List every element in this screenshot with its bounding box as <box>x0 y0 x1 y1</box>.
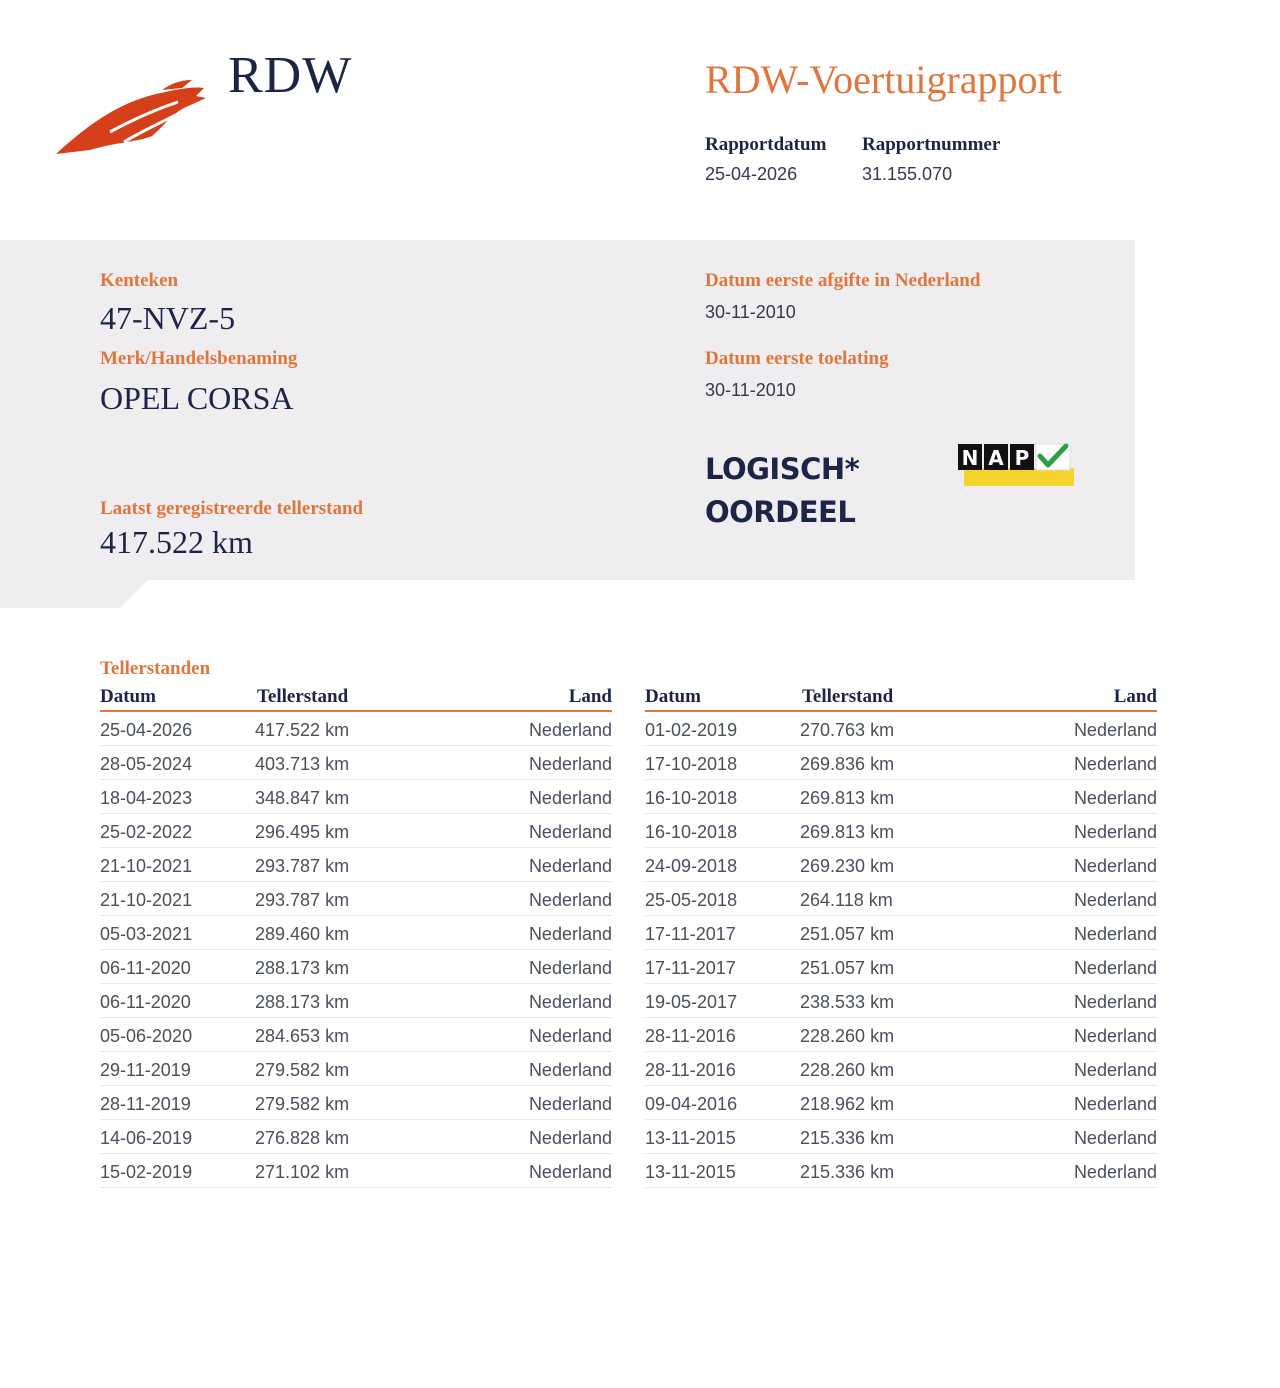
row-odometer: 269.813 km <box>800 822 895 842</box>
row-date: 25-05-2018 <box>645 890 738 910</box>
row-odometer: 296.495 km <box>255 822 350 842</box>
rdw-logo-icon <box>52 70 212 162</box>
table-row <box>645 882 1157 916</box>
row-date: 21-10-2021 <box>100 890 193 910</box>
row-date: 28-11-2016 <box>645 1026 736 1046</box>
row-odometer: 218.962 km <box>800 1094 895 1114</box>
make-label: Merk/Handelsbenaming <box>100 348 298 369</box>
row-odometer: 288.173 km <box>255 958 350 978</box>
row-date: 28-11-2016 <box>645 1060 736 1080</box>
row-date: 09-04-2016 <box>645 1094 738 1114</box>
row-country: Nederland <box>528 890 612 910</box>
row-country: Nederland <box>1073 890 1157 910</box>
first-admission-value: 30-11-2010 <box>705 380 796 400</box>
header-odometer: Tellerstand <box>257 686 349 707</box>
report-number-label: Rapportnummer <box>862 134 1001 155</box>
verdict-line-2: OORDEEL <box>705 495 856 529</box>
row-date: 16-10-2018 <box>645 822 738 842</box>
row-country: Nederland <box>528 720 612 740</box>
nap-badge-icon <box>958 440 1074 488</box>
readings-title: Tellerstanden <box>100 658 211 679</box>
row-date: 25-04-2026 <box>100 720 193 740</box>
table-row <box>645 746 1157 780</box>
nap-letter-p: P <box>1014 446 1030 470</box>
table-row <box>100 1018 612 1052</box>
row-odometer: 228.260 km <box>800 1060 895 1080</box>
plate-label: Kenteken <box>100 270 179 291</box>
table-row <box>645 1154 1157 1188</box>
row-country: Nederland <box>1073 1162 1157 1182</box>
table-row <box>645 916 1157 950</box>
verdict-line-1: LOGISCH* <box>705 452 860 486</box>
row-country: Nederland <box>528 754 612 774</box>
header-country: Land <box>1113 686 1157 707</box>
table-row <box>100 746 612 780</box>
table-row <box>100 882 612 916</box>
table-row <box>100 814 612 848</box>
header-date: Datum <box>645 686 701 707</box>
row-date: 01-02-2019 <box>645 720 738 740</box>
odometer-value: 417.522 km <box>100 524 253 560</box>
row-odometer: 251.057 km <box>800 924 895 944</box>
row-country: Nederland <box>1073 856 1157 876</box>
nap-letter-a: A <box>988 446 1004 470</box>
table-row <box>645 814 1157 848</box>
row-date: 17-11-2017 <box>645 958 736 978</box>
row-odometer: 403.713 km <box>255 754 350 774</box>
table-body <box>100 712 612 1188</box>
first-issue-nl-label: Datum eerste afgifte in Nederland <box>705 270 981 291</box>
row-odometer: 279.582 km <box>255 1060 350 1080</box>
row-date: 28-05-2024 <box>100 754 193 774</box>
row-country: Nederland <box>528 1060 612 1080</box>
table-row <box>100 916 612 950</box>
plate-value: 47-NVZ-5 <box>100 300 236 336</box>
row-odometer: 215.336 km <box>800 1162 895 1182</box>
brand-name: RDW <box>228 47 353 104</box>
report-number-value: 31.155.070 <box>862 164 953 184</box>
row-country: Nederland <box>1073 958 1157 978</box>
row-country: Nederland <box>528 958 612 978</box>
table-row <box>100 712 612 746</box>
table-row <box>100 848 612 882</box>
report-title: RDW-Voertuigrapport <box>705 57 1062 102</box>
row-country: Nederland <box>1073 924 1157 944</box>
row-odometer: 269.230 km <box>800 856 895 876</box>
row-country: Nederland <box>528 788 612 808</box>
row-odometer: 417.522 km <box>255 720 350 740</box>
report-date-value: 25-04-2026 <box>705 164 798 184</box>
row-odometer: 271.102 km <box>255 1162 350 1182</box>
row-date: 05-03-2021 <box>100 924 193 944</box>
row-country: Nederland <box>528 992 612 1012</box>
row-date: 15-02-2019 <box>100 1162 193 1182</box>
table-row <box>645 984 1157 1018</box>
report-date-label: Rapportdatum <box>705 134 827 155</box>
row-odometer: 276.828 km <box>255 1128 350 1148</box>
row-odometer: 293.787 km <box>255 890 350 910</box>
first-admission-label: Datum eerste toelating <box>705 348 889 369</box>
row-date: 06-11-2020 <box>100 992 191 1012</box>
table-row <box>645 1018 1157 1052</box>
row-odometer: 288.173 km <box>255 992 350 1012</box>
row-odometer: 293.787 km <box>255 856 350 876</box>
row-country: Nederland <box>528 1162 612 1182</box>
row-country: Nederland <box>1073 720 1157 740</box>
row-date: 06-11-2020 <box>100 958 191 978</box>
odometer-label: Laatst geregistreerde tellerstand <box>100 498 364 519</box>
row-date: 17-11-2017 <box>645 924 736 944</box>
row-date: 17-10-2018 <box>645 754 738 774</box>
row-odometer: 289.460 km <box>255 924 350 944</box>
table-row <box>100 1154 612 1188</box>
row-country: Nederland <box>1073 1128 1157 1148</box>
table-body <box>645 712 1157 1188</box>
table-row <box>645 950 1157 984</box>
row-country: Nederland <box>1073 788 1157 808</box>
table-row <box>645 1086 1157 1120</box>
row-odometer: 264.118 km <box>800 890 893 910</box>
row-date: 19-05-2017 <box>645 992 738 1012</box>
row-odometer: 270.763 km <box>800 720 895 740</box>
row-date: 13-11-2015 <box>645 1128 736 1148</box>
first-issue-nl-value: 30-11-2010 <box>705 302 796 322</box>
row-date: 13-11-2015 <box>645 1162 736 1182</box>
row-date: 25-02-2022 <box>100 822 193 842</box>
header-country: Land <box>568 686 612 707</box>
table-row <box>645 780 1157 814</box>
table-row <box>100 1086 612 1120</box>
table-row <box>645 712 1157 746</box>
odometer-verdict <box>705 448 859 534</box>
table-row <box>645 1120 1157 1154</box>
table-row <box>100 984 612 1018</box>
row-odometer: 251.057 km <box>800 958 895 978</box>
row-country: Nederland <box>1073 754 1157 774</box>
row-odometer: 269.813 km <box>800 788 895 808</box>
row-country: Nederland <box>1073 992 1157 1012</box>
row-country: Nederland <box>528 822 612 842</box>
readings-table-right <box>645 686 1157 1188</box>
row-date: 29-11-2019 <box>100 1060 191 1080</box>
row-country: Nederland <box>528 1128 612 1148</box>
row-date: 05-06-2020 <box>100 1026 193 1046</box>
table-header <box>100 686 612 712</box>
row-country: Nederland <box>1073 1026 1157 1046</box>
row-odometer: 269.836 km <box>800 754 895 774</box>
table-row <box>645 1052 1157 1086</box>
row-date: 28-11-2019 <box>100 1094 191 1114</box>
header-odometer: Tellerstand <box>802 686 894 707</box>
row-country: Nederland <box>528 924 612 944</box>
row-odometer: 348.847 km <box>255 788 350 808</box>
row-country: Nederland <box>528 1094 612 1114</box>
row-odometer: 279.582 km <box>255 1094 350 1114</box>
make-value: OPEL CORSA <box>100 380 294 416</box>
table-row <box>100 780 612 814</box>
panel-tab-decoration <box>0 578 150 608</box>
row-country: Nederland <box>1073 822 1157 842</box>
table-row <box>645 848 1157 882</box>
row-odometer: 228.260 km <box>800 1026 895 1046</box>
row-country: Nederland <box>1073 1060 1157 1080</box>
row-date: 14-06-2019 <box>100 1128 193 1148</box>
row-date: 21-10-2021 <box>100 856 193 876</box>
row-odometer: 215.336 km <box>800 1128 895 1148</box>
row-odometer: 238.533 km <box>800 992 895 1012</box>
table-row <box>100 1120 612 1154</box>
row-country: Nederland <box>528 856 612 876</box>
row-date: 24-09-2018 <box>645 856 738 876</box>
row-date: 18-04-2023 <box>100 788 193 808</box>
table-row <box>100 1052 612 1086</box>
header-date: Datum <box>100 686 156 707</box>
row-country: Nederland <box>528 1026 612 1046</box>
table-row <box>100 950 612 984</box>
row-country: Nederland <box>1073 1094 1157 1114</box>
table-header <box>645 686 1157 712</box>
row-odometer: 284.653 km <box>255 1026 350 1046</box>
row-date: 16-10-2018 <box>645 788 738 808</box>
nap-letter-n: N <box>961 446 979 470</box>
readings-table-left <box>100 686 612 1188</box>
